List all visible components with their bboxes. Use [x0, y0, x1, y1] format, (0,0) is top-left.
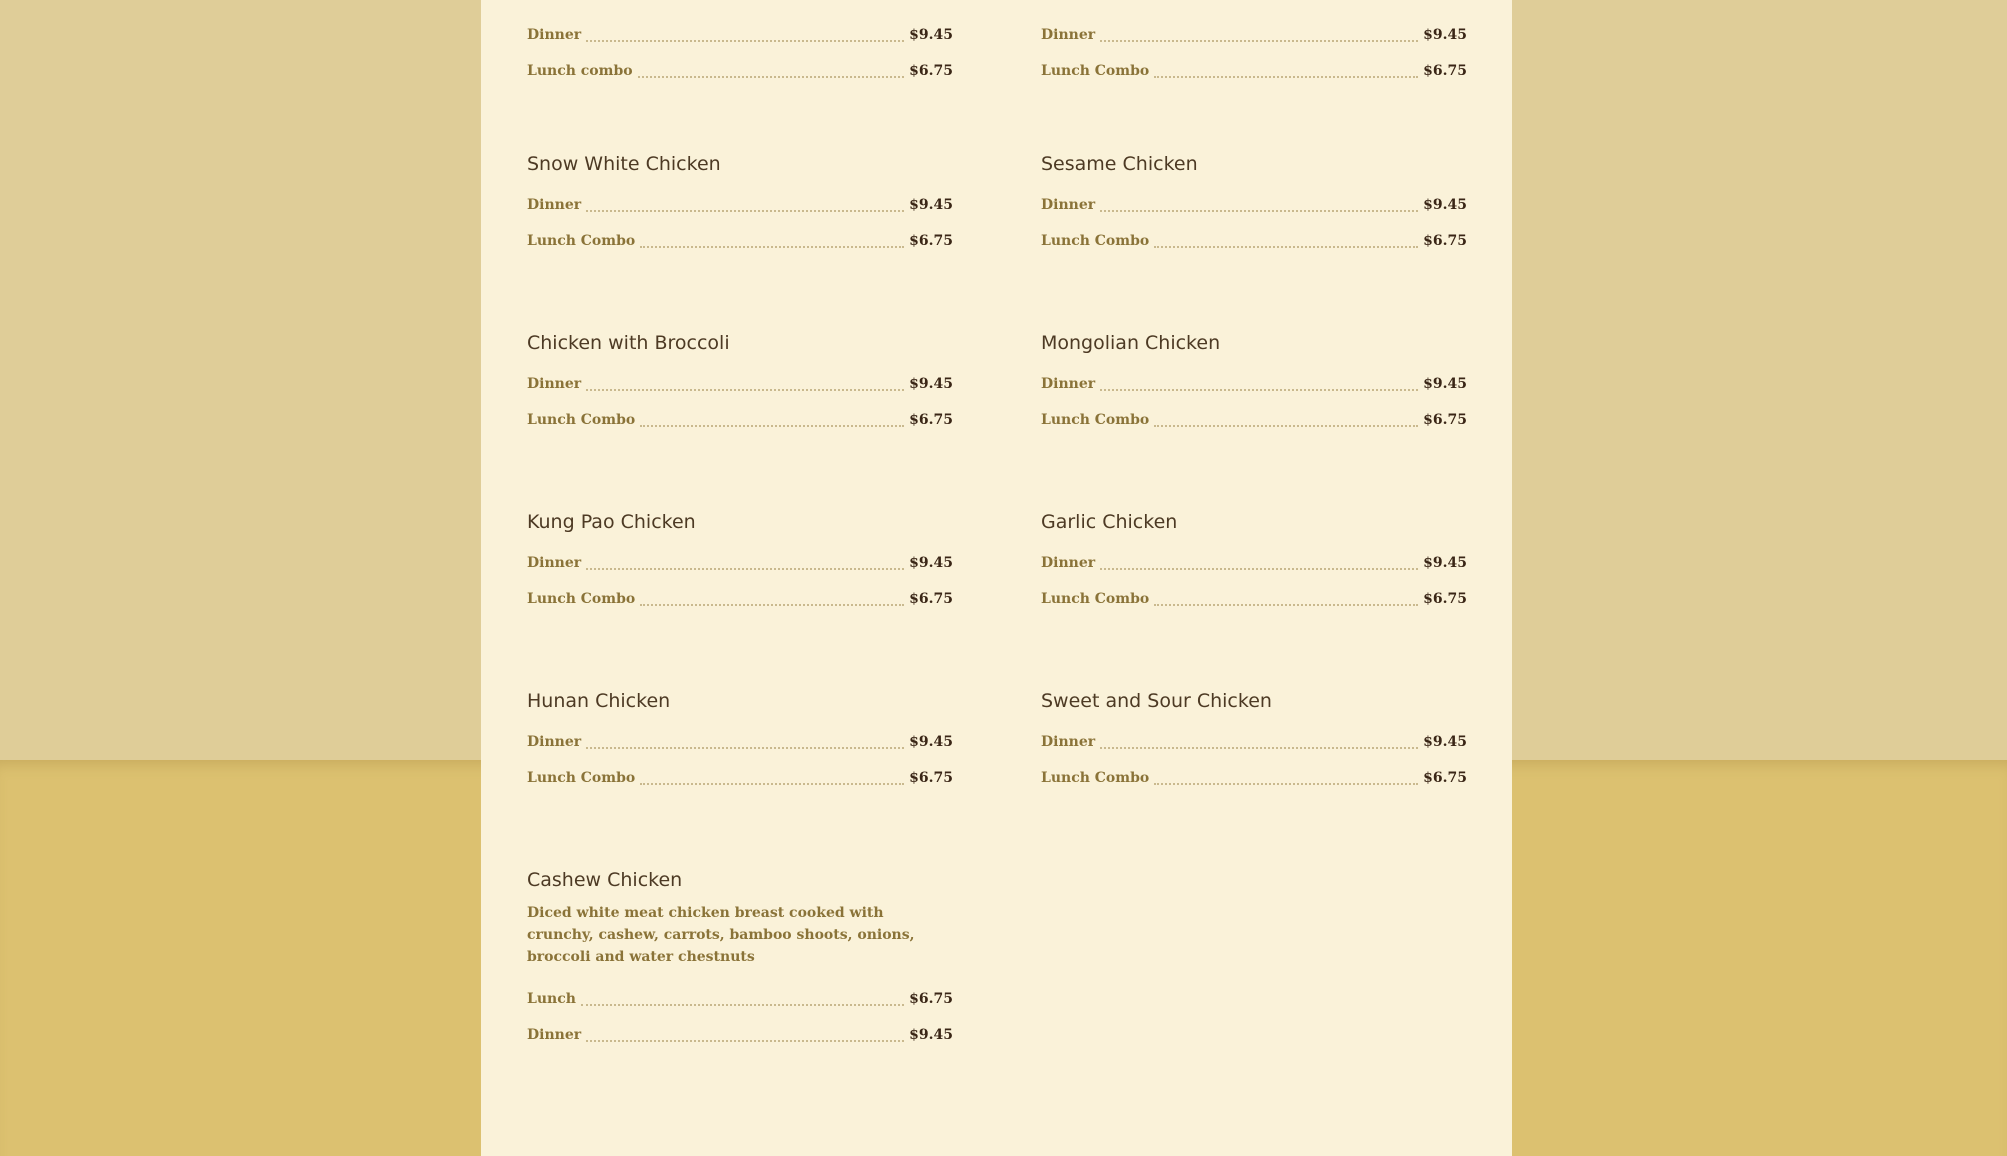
price-label: Lunch Combo — [1041, 591, 1150, 607]
dot-leader — [586, 389, 904, 391]
price-label: Dinner — [527, 376, 582, 392]
dot-leader — [1100, 210, 1418, 212]
price-value: $6.75 — [1423, 233, 1467, 249]
menu-item-partial-left — [527, 8, 953, 80]
price-row — [1041, 8, 1467, 44]
price-label: Dinner — [1041, 734, 1096, 750]
price-row — [527, 1008, 953, 1044]
price-row — [527, 357, 953, 393]
price-label: Lunch Combo — [1041, 770, 1150, 786]
dot-leader — [1154, 246, 1418, 248]
price-row — [1041, 572, 1467, 608]
dot-leader — [1100, 389, 1418, 391]
price-value: $6.75 — [909, 991, 953, 1007]
menu-item-mongolian-chicken — [1041, 329, 1467, 429]
price-value: $9.45 — [909, 27, 953, 43]
price-value: $9.45 — [1423, 197, 1467, 213]
price-value: $9.45 — [909, 376, 953, 392]
price-label: Dinner — [527, 555, 582, 571]
dot-leader — [1154, 425, 1418, 427]
price-label: Lunch Combo — [1041, 412, 1150, 428]
price-value: $9.45 — [1423, 734, 1467, 750]
price-row — [527, 44, 953, 80]
price-row — [1041, 357, 1467, 393]
price-row — [1041, 751, 1467, 787]
item-name: Sesame Chicken — [1041, 153, 1198, 175]
price-label: Dinner — [527, 197, 582, 213]
menu-item-chicken-with-broccoli — [527, 329, 953, 429]
price-value: $9.45 — [909, 197, 953, 213]
dot-leader — [1100, 747, 1418, 749]
price-value: $6.75 — [909, 233, 953, 249]
price-value: $9.45 — [1423, 376, 1467, 392]
dot-leader — [1154, 76, 1418, 78]
price-label: Dinner — [1041, 555, 1096, 571]
price-value: $9.45 — [909, 555, 953, 571]
price-row — [527, 214, 953, 250]
price-label: Lunch Combo — [527, 770, 636, 786]
price-label: Dinner — [1041, 197, 1096, 213]
price-value: $9.45 — [909, 734, 953, 750]
price-row — [1041, 715, 1467, 751]
price-row — [527, 715, 953, 751]
price-value: $6.75 — [1423, 412, 1467, 428]
item-name: Snow White Chicken — [527, 153, 721, 175]
menu-item-sesame-chicken — [1041, 150, 1467, 250]
dot-leader — [586, 747, 904, 749]
menu-item-kung-pao-chicken — [527, 508, 953, 608]
dot-leader — [581, 1004, 904, 1006]
menu-item-partial-right — [1041, 8, 1467, 80]
item-name: Mongolian Chicken — [1041, 332, 1221, 354]
dot-leader — [640, 604, 904, 606]
dot-leader — [586, 568, 904, 570]
price-value: $6.75 — [1423, 770, 1467, 786]
dot-leader — [1154, 783, 1418, 785]
dot-leader — [1154, 604, 1418, 606]
price-row — [527, 751, 953, 787]
price-label: Dinner — [1041, 27, 1096, 43]
item-name: Kung Pao Chicken — [527, 511, 696, 533]
dot-leader — [586, 40, 904, 42]
menu-item-snow-white-chicken — [527, 150, 953, 250]
price-row — [1041, 393, 1467, 429]
price-row — [527, 8, 953, 44]
dot-leader — [638, 76, 905, 78]
item-name: Chicken with Broccoli — [527, 332, 730, 354]
menu-item-cashew-chicken — [527, 866, 953, 1044]
price-label: Dinner — [527, 27, 582, 43]
price-label: Lunch combo — [527, 63, 633, 79]
item-name: Garlic Chicken — [1041, 511, 1178, 533]
price-row — [527, 178, 953, 214]
price-row — [527, 572, 953, 608]
item-name: Hunan Chicken — [527, 690, 671, 712]
price-label: Dinner — [527, 734, 582, 750]
price-label: Dinner — [1041, 376, 1096, 392]
price-value: $9.45 — [1423, 555, 1467, 571]
price-row — [1041, 214, 1467, 250]
price-row — [1041, 44, 1467, 80]
dot-leader — [640, 425, 904, 427]
item-name: Cashew Chicken — [527, 869, 683, 891]
price-value: $9.45 — [909, 1027, 953, 1043]
price-label: Lunch Combo — [527, 412, 636, 428]
dot-leader — [640, 246, 904, 248]
price-label: Dinner — [527, 1027, 582, 1043]
price-value: $6.75 — [1423, 591, 1467, 607]
menu-item-garlic-chicken — [1041, 508, 1467, 608]
price-label: Lunch Combo — [1041, 63, 1150, 79]
price-value: $6.75 — [909, 63, 953, 79]
price-value: $6.75 — [909, 591, 953, 607]
price-row — [527, 536, 953, 572]
menu-item-hunan-chicken — [527, 687, 953, 787]
dot-leader — [586, 210, 904, 212]
dot-leader — [1100, 40, 1418, 42]
price-label: Lunch Combo — [1041, 233, 1150, 249]
dot-leader — [586, 1040, 904, 1042]
price-value: $6.75 — [909, 770, 953, 786]
price-value: $6.75 — [909, 412, 953, 428]
price-row — [1041, 178, 1467, 214]
price-label: Lunch — [527, 991, 576, 1007]
price-value: $6.75 — [1423, 63, 1467, 79]
menu-item-sweet-and-sour-chicken — [1041, 687, 1467, 787]
dot-leader — [640, 783, 904, 785]
price-row — [1041, 536, 1467, 572]
item-name: Sweet and Sour Chicken — [1041, 690, 1272, 712]
price-value: $9.45 — [1423, 27, 1467, 43]
dot-leader — [1100, 568, 1418, 570]
price-row — [527, 972, 953, 1008]
item-description: Diced white meat chicken breast cooked with crunchy, cashew, carrots, bamboo shoots, onions, broccoli and water chestnuts — [527, 905, 915, 965]
price-label: Lunch Combo — [527, 591, 636, 607]
price-label: Lunch Combo — [527, 233, 636, 249]
price-row — [527, 393, 953, 429]
menu-panel — [481, 0, 1512, 1156]
